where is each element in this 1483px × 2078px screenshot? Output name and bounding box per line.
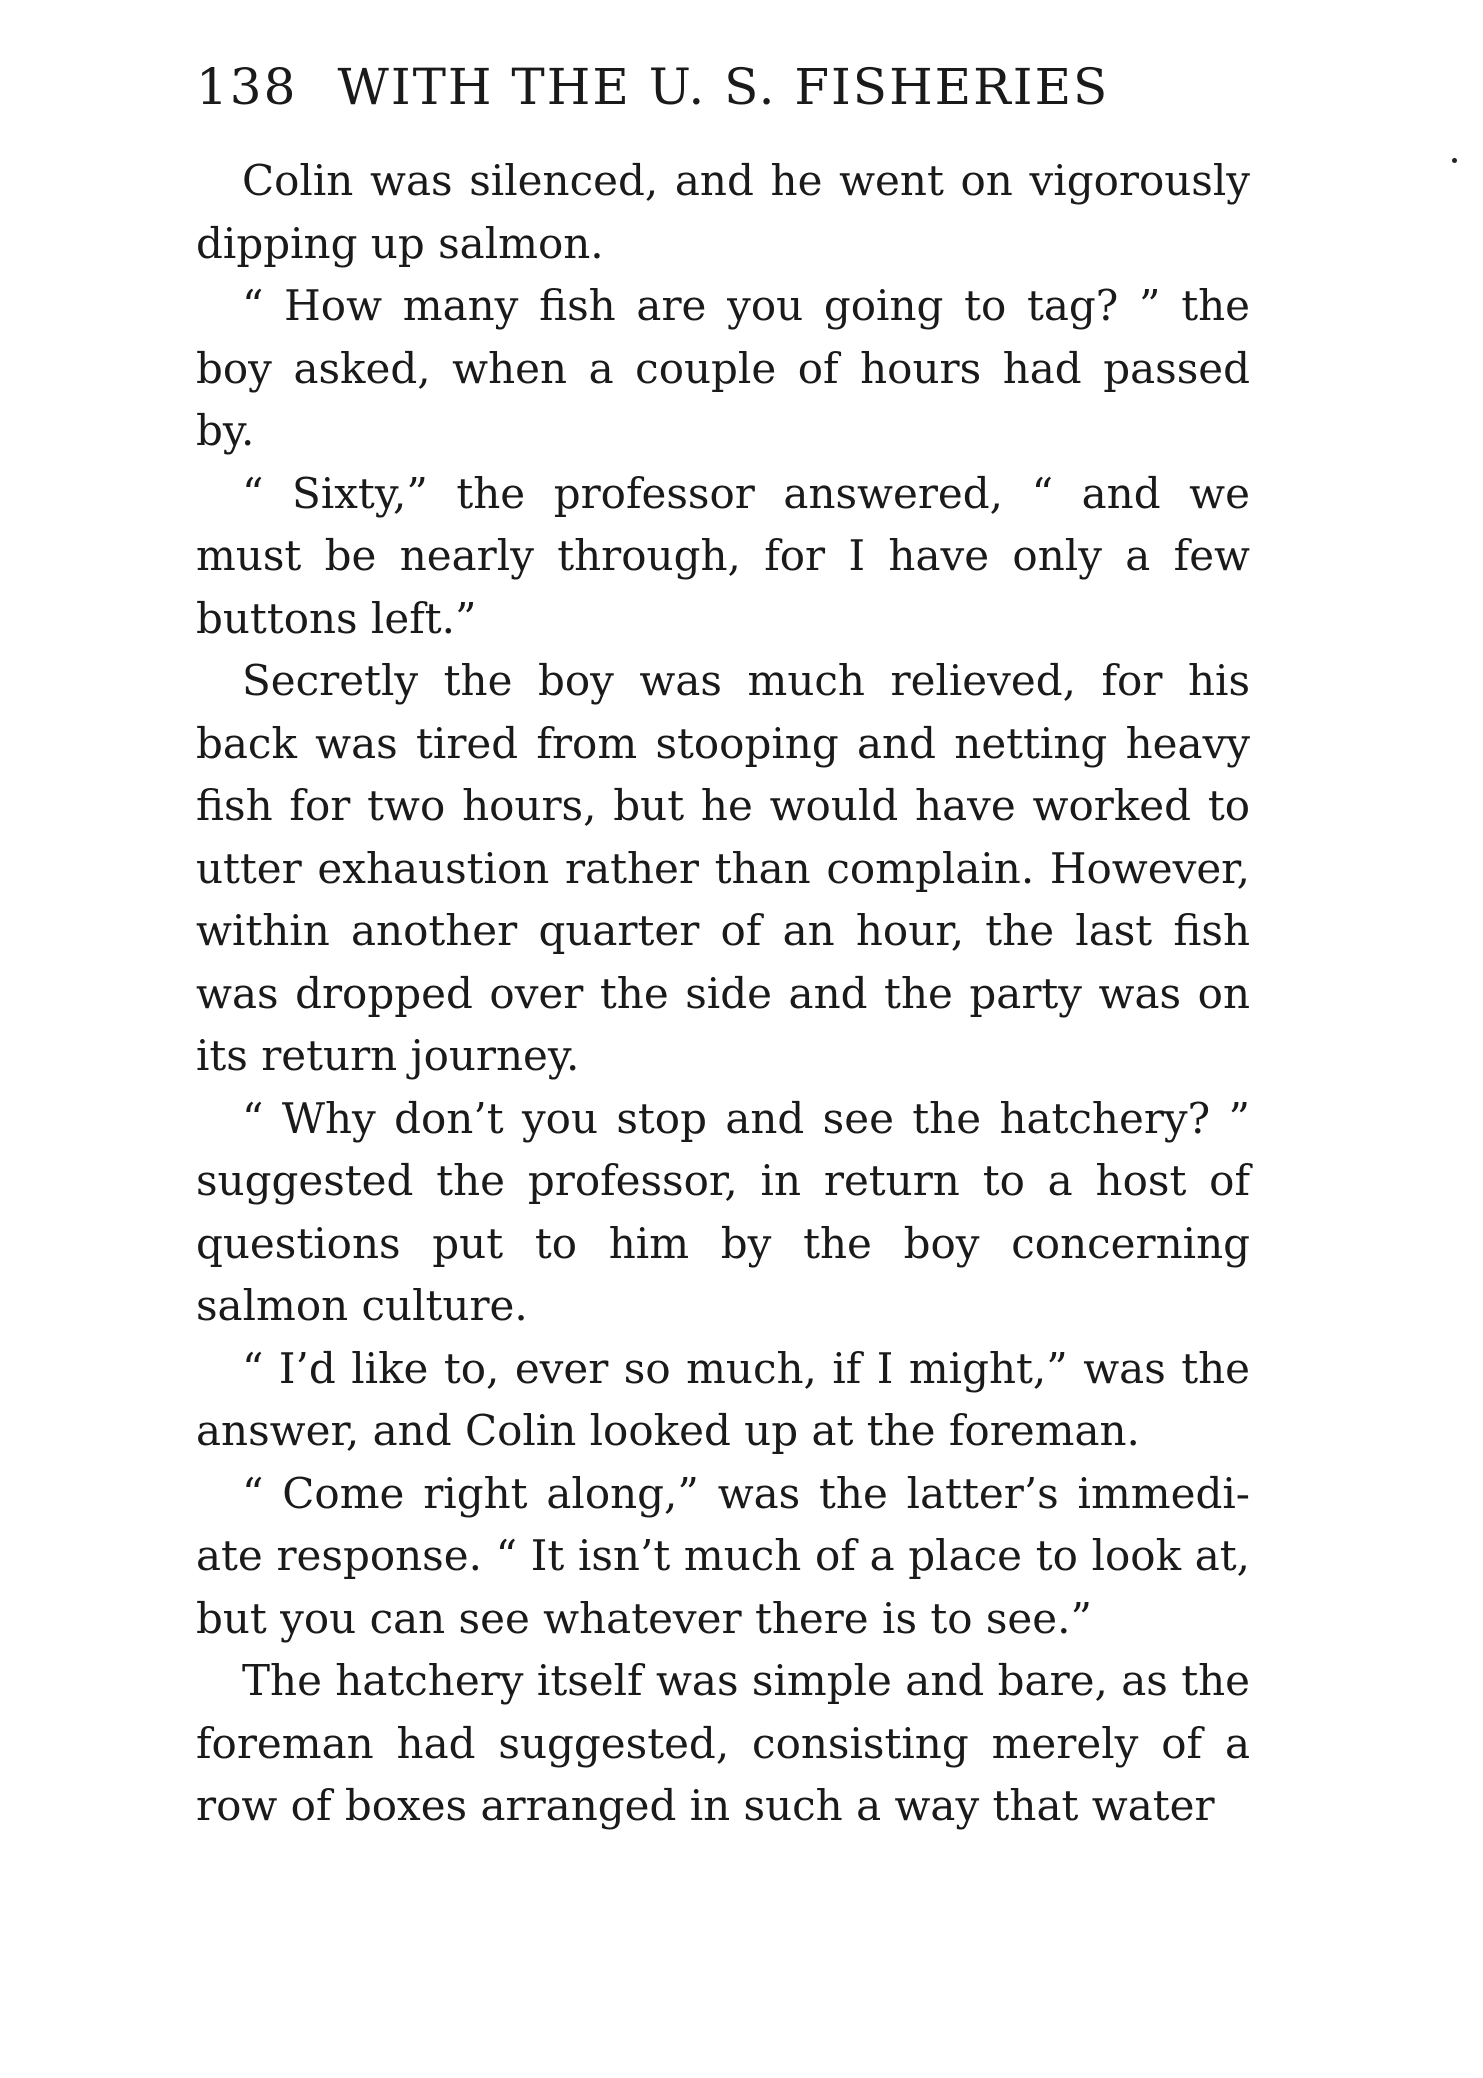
page-header	[196, 52, 1256, 122]
paragraph: Colin was silenced, and he went on vigorously dipping up salmon.	[196, 156, 1250, 268]
page-number: 138	[196, 58, 298, 116]
paragraph: “ Come right along,” was the latter’s immedi-ate response. “ It isn’t much of a place to look at, but you can see whatever there is to see.”	[196, 1468, 1250, 1643]
paragraph: “ Why don’t you stop and see the hatchery? ” suggested the professor, in return to a host of questions put to him by the boy concerning salmon culture.	[196, 1093, 1250, 1330]
paragraph: “ How many fish are you going to tag? ” the boy asked, when a couple of hours had passed by.	[196, 281, 1250, 455]
scan-speck	[1452, 158, 1457, 163]
paragraph: The hatchery itself was simple and bare, as the foreman had suggested, consisting merely of a row of boxes arranged in such a way that water	[196, 1656, 1250, 1830]
paragraph: “ Sixty,” the professor answered, “ and we must be nearly through, for I have only a few buttons left.”	[196, 468, 1250, 643]
running-title: WITH THE U. S. FISHERIES	[337, 58, 1110, 116]
paragraph: “ I’d like to, ever so much, if I might,” was the answer, and Colin looked up at the foreman.	[196, 1343, 1250, 1455]
paragraph: Secretly the boy was much relieved, for his back was tired from stooping and netting heavy fish for two hours, but he would have worked to utter exhaustion rather than complain. However, within another quarter of an hour, the last fish was dropped over the side and the party was on its return journey.	[196, 656, 1250, 1080]
body-text	[196, 150, 1250, 1838]
